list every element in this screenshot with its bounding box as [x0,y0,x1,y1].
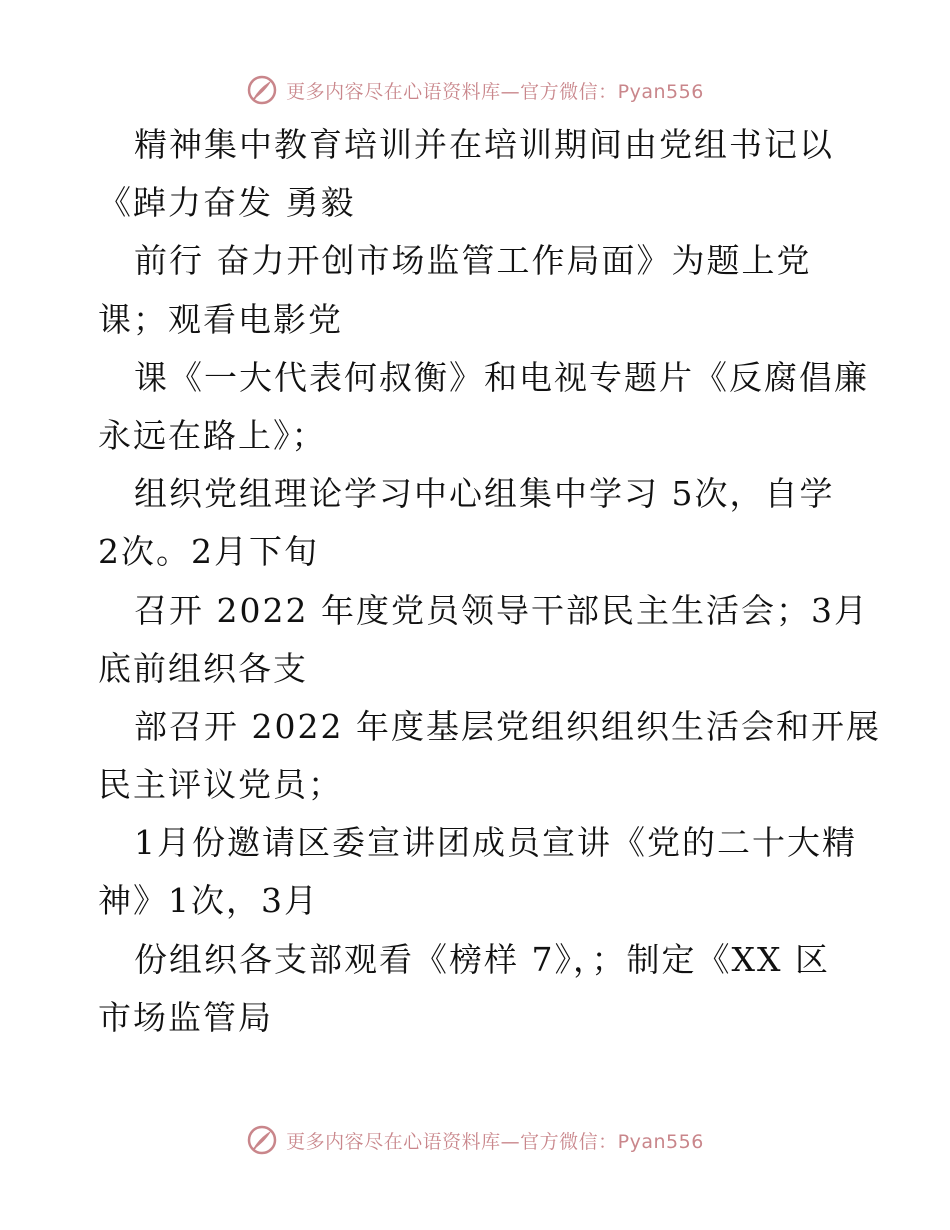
body-line: 底前组织各支 [98,648,308,688]
body-line: 份组织各支部观看《榜样 7》，；制定《XX 区 [134,939,830,979]
quill-pen-logo-icon [246,74,278,106]
body-line: 召开 2022 年度党员领导干部民主生活会；3月 [134,590,869,630]
body-line: 部召开 2022 年度基层党组织组织生活会和开展 [134,706,881,746]
body-line: 前行 奋力开创市场监管工作局面》为题上党 [134,241,812,281]
body-line: 永远在路上》； [98,415,327,455]
header-banner [0,70,950,110]
body-line: 民主评议党员； [98,765,343,805]
body-line: 组织党组理论学习中心组集中学习 5次，自学 [134,474,835,514]
body-line: 课；观看电影党 [98,299,343,339]
footer-banner [0,1120,950,1160]
body-line: 2次。2月下旬 [98,532,319,572]
footer-banner-inner [246,1124,704,1156]
footer-brand-text: 更多内容尽在心语资料库—官方微信：Pyan556 [286,1130,704,1153]
body-line: 精神集中教育培训并在培训期间由党组书记以 [134,125,834,164]
body-line: 神》1次，3月 [98,881,319,921]
document-body [98,116,881,1047]
body-line: 1月份邀请区委宣讲团成员宣讲《党的二十大精 [134,823,857,863]
quill-pen-logo-icon [246,1124,278,1156]
header-brand-text: 更多内容尽在心语资料库—官方微信：Pyan556 [286,80,704,103]
body-line: 市场监管局 [98,997,273,1037]
body-line: 《踔力奋发 勇毅 [98,183,356,223]
header-banner-inner [246,74,704,106]
body-line: 课《一大代表何叔衡》和电视专题片《反腐倡廉 [134,357,869,397]
